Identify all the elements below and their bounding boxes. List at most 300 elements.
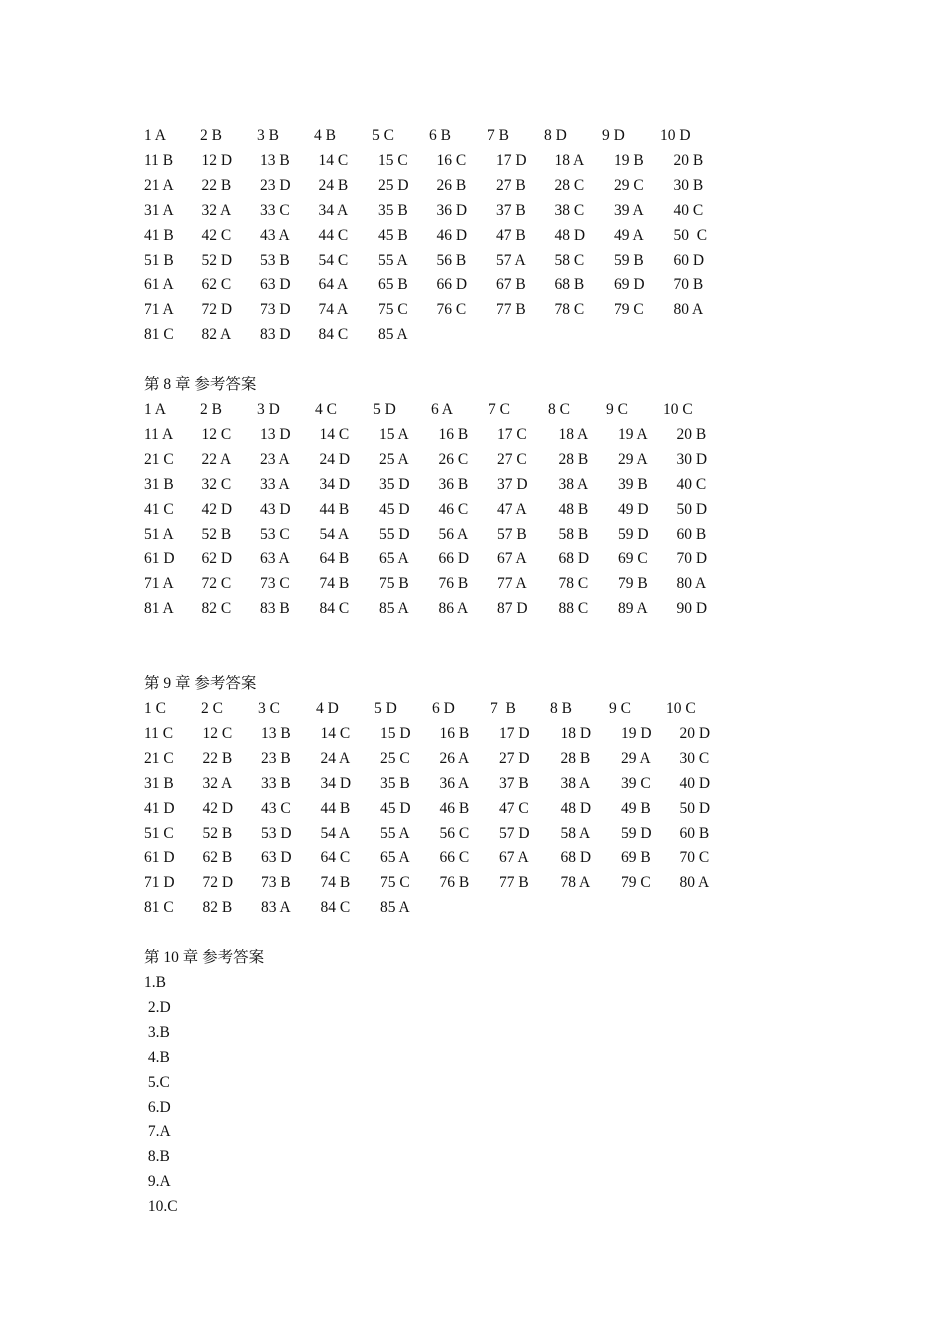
- answer-cell: 39 C: [621, 774, 651, 792]
- answer-cell: 48 D: [560, 799, 592, 817]
- answer-cell: 61 D: [144, 849, 175, 867]
- answer-cell: 54 C: [318, 251, 349, 269]
- answer-cell: 14 C: [319, 425, 350, 443]
- answer-cell: 70 C: [679, 849, 710, 867]
- answer-cell: 65 A: [379, 550, 409, 568]
- answer-cell: 71 D: [144, 874, 175, 892]
- answer-cell: 6 A: [431, 401, 453, 418]
- answer-cell: 17 D: [496, 151, 527, 169]
- answer-cell: 59 B: [614, 251, 644, 269]
- answer-cell: 17 D: [499, 724, 530, 742]
- answer-row: [144, 273, 904, 297]
- answer-cell: 55 D: [379, 525, 410, 543]
- answer-cell: 78 A: [560, 874, 591, 892]
- answer-row: [144, 772, 904, 796]
- answer-cell: 57 B: [497, 525, 527, 543]
- answer-cell: 39 B: [618, 475, 648, 493]
- answer-row: [144, 547, 904, 571]
- answer-cell: 52 B: [202, 824, 233, 842]
- answer-row: [144, 199, 904, 223]
- answer-cell: 84 C: [318, 326, 349, 344]
- answer-row: [144, 473, 904, 497]
- answer-cell: 48 B: [558, 500, 589, 518]
- section-title: 第 9 章 参考答案: [144, 675, 257, 692]
- answer-cell: 49 D: [618, 500, 649, 518]
- answer-cell: 15 A: [379, 425, 409, 443]
- answer-row: [144, 448, 904, 472]
- answer-row: [144, 298, 904, 322]
- answer-row: [144, 398, 904, 422]
- answer-cell: 34 D: [320, 774, 352, 792]
- answer-row: [144, 149, 904, 173]
- answer-cell: 4 D: [316, 700, 339, 717]
- answer-cell: 63 D: [260, 276, 291, 294]
- answer-cell: 3 C: [258, 700, 280, 717]
- answer-cell: 16 C: [436, 151, 467, 169]
- answer-cell: 67 B: [496, 276, 526, 294]
- answer-row: [144, 249, 904, 273]
- answer-cell: 14 C: [320, 724, 351, 742]
- answer-cell: 22 B: [201, 176, 232, 194]
- answer-list-item: 1.B: [144, 974, 166, 991]
- answer-cell: 57 A: [496, 251, 526, 269]
- answer-cell: 13 B: [261, 724, 291, 742]
- answer-cell: 80 A: [679, 874, 710, 892]
- answer-cell: 86 A: [438, 600, 469, 618]
- answer-cell: 79 C: [621, 874, 651, 892]
- answer-cell: 8 C: [548, 401, 570, 418]
- answer-cell: 61 D: [144, 550, 175, 568]
- answer-cell: 20 B: [673, 151, 704, 169]
- answer-cell: 81 A: [144, 600, 174, 618]
- answer-cell: 66 C: [439, 849, 470, 867]
- answer-cell: 35 B: [380, 774, 410, 792]
- answer-cell: 46 C: [438, 500, 469, 518]
- answer-cell: 53 B: [260, 251, 290, 269]
- answer-list-item: 5.C: [144, 1073, 170, 1091]
- answer-cell: 24 B: [318, 176, 349, 194]
- answer-cell: 36 B: [438, 475, 469, 493]
- answer-cell: 8 D: [544, 127, 567, 144]
- answer-cell: 54 A: [320, 824, 351, 842]
- answer-cell: 43 C: [261, 799, 291, 817]
- answer-cell: 66 D: [436, 276, 468, 294]
- answer-cell: 26 B: [436, 176, 467, 194]
- answer-cell: 82 A: [201, 326, 232, 344]
- answer-cell: 4 C: [315, 401, 337, 418]
- answer-cell: 42 D: [202, 799, 234, 817]
- answer-cell: 48 D: [554, 226, 586, 244]
- answer-cell: 28 B: [558, 450, 589, 468]
- answer-cell: 77 A: [497, 575, 527, 593]
- answer-cell: 62 D: [201, 550, 233, 568]
- answer-cell: 40 C: [676, 475, 707, 493]
- answer-cell: 83 D: [260, 326, 291, 344]
- answer-cell: 38 A: [558, 475, 589, 493]
- answer-cell: 82 B: [202, 899, 233, 917]
- answer-cell: 1 A: [144, 401, 166, 418]
- answer-cell: 2 C: [201, 700, 223, 717]
- answer-cell: 75 B: [379, 575, 409, 593]
- answer-cell: 55 A: [378, 251, 408, 269]
- answer-list-item: 10.C: [144, 1198, 178, 1216]
- answer-cell: 58 B: [558, 525, 589, 543]
- answer-cell: 69 D: [614, 276, 645, 294]
- answer-cell: 27 B: [496, 176, 526, 194]
- answer-cell: 51 C: [144, 824, 174, 842]
- answer-cell: 66 D: [438, 550, 470, 568]
- answer-cell: 74 B: [320, 874, 351, 892]
- answer-row: [144, 523, 904, 547]
- answer-cell: 5 D: [374, 700, 397, 717]
- answer-cell: 29 A: [618, 450, 648, 468]
- answer-cell: 32 C: [201, 475, 232, 493]
- answer-list-item: 8.B: [144, 1148, 170, 1166]
- answer-cell: 30 B: [673, 176, 704, 194]
- answer-cell: 76 B: [438, 575, 469, 593]
- answer-cell: 50 D: [676, 500, 708, 518]
- answer-cell: 83 B: [260, 600, 290, 618]
- answer-row: [144, 697, 904, 721]
- answer-cell: 43 D: [260, 500, 291, 518]
- answer-cell: 40 D: [679, 774, 711, 792]
- section-title: 第 8 章 参考答案: [144, 376, 257, 393]
- answer-cell: 71 A: [144, 301, 174, 319]
- answer-cell: 63 A: [260, 550, 290, 568]
- answer-list-item: 6.D: [144, 1098, 171, 1116]
- answer-cell: 12 C: [201, 425, 232, 443]
- answer-cell: 47 B: [496, 226, 526, 244]
- answer-cell: 67 A: [497, 550, 527, 568]
- answer-cell: 25 C: [380, 749, 410, 767]
- answer-cell: 2 B: [200, 127, 222, 144]
- answer-cell: 23 D: [260, 176, 291, 194]
- answer-row: [144, 423, 904, 447]
- answer-cell: 70 B: [673, 276, 704, 294]
- answer-cell: 63 D: [261, 849, 292, 867]
- answer-cell: 29 A: [621, 749, 651, 767]
- answer-cell: 54 A: [319, 525, 350, 543]
- answer-cell: 18 A: [554, 151, 585, 169]
- answer-cell: 6 D: [432, 700, 455, 717]
- answer-cell: 77 B: [499, 874, 529, 892]
- answer-cell: 19 B: [614, 151, 644, 169]
- answer-cell: 58 A: [560, 824, 591, 842]
- answer-cell: 68 D: [560, 849, 592, 867]
- answer-cell: 45 D: [380, 799, 411, 817]
- answer-cell: 90 D: [676, 600, 708, 618]
- answer-cell: 9 C: [606, 401, 628, 418]
- answer-cell: 68 D: [558, 550, 590, 568]
- answer-cell: 60 D: [673, 251, 705, 269]
- answer-cell: 36 A: [439, 774, 470, 792]
- answer-cell: 72 D: [201, 301, 233, 319]
- answer-cell: 25 A: [379, 450, 409, 468]
- answer-cell: 5 C: [372, 127, 394, 144]
- answer-cell: 31 A: [144, 201, 174, 219]
- answer-cell: 67 A: [499, 849, 529, 867]
- answer-cell: 2 B: [200, 401, 222, 418]
- answer-cell: 10 C: [663, 401, 693, 418]
- answer-cell: 12 C: [202, 724, 233, 742]
- answer-cell: 35 D: [379, 475, 410, 493]
- answer-row: [144, 822, 904, 846]
- answer-cell: 72 C: [201, 575, 232, 593]
- answer-cell: 40 C: [673, 201, 704, 219]
- answer-cell: 13 B: [260, 151, 290, 169]
- answer-cell: 11 A: [144, 425, 174, 443]
- answer-cell: 18 A: [558, 425, 589, 443]
- answer-cell: 28 C: [554, 176, 585, 194]
- answer-cell: 37 B: [499, 774, 529, 792]
- answer-list-item: 2.D: [144, 998, 171, 1016]
- answer-cell: 55 A: [380, 824, 410, 842]
- answer-cell: 84 C: [319, 600, 350, 618]
- answer-row: [144, 323, 904, 347]
- answer-cell: 19 A: [618, 425, 648, 443]
- answer-cell: 53 C: [260, 525, 290, 543]
- answer-cell: 11 C: [144, 724, 174, 742]
- answer-list-item: 7.A: [144, 1123, 171, 1141]
- answer-cell: 85 A: [378, 326, 408, 344]
- answer-cell: 7 C: [488, 401, 510, 418]
- answer-cell: 74 B: [319, 575, 350, 593]
- answer-cell: 15 D: [380, 724, 411, 742]
- answer-cell: 25 D: [378, 176, 409, 194]
- answer-cell: 60 B: [679, 824, 710, 842]
- answer-cell: 29 C: [614, 176, 644, 194]
- answer-cell: 68 B: [554, 276, 585, 294]
- answer-cell: 9 C: [609, 700, 631, 717]
- answer-list-item: 3.B: [144, 1023, 170, 1041]
- answer-cell: 19 D: [621, 724, 652, 742]
- answer-cell: 73 B: [261, 874, 291, 892]
- answer-row: [144, 896, 904, 920]
- answer-cell: 88 C: [558, 600, 589, 618]
- answer-cell: 23 A: [260, 450, 290, 468]
- answer-cell: 89 A: [618, 600, 648, 618]
- answer-cell: 50 C: [673, 226, 708, 244]
- answer-cell: 1 C: [144, 700, 166, 717]
- answer-cell: 39 A: [614, 201, 644, 219]
- answer-cell: 64 C: [320, 849, 351, 867]
- answer-cell: 33 C: [260, 201, 290, 219]
- answer-cell: 38 C: [554, 201, 585, 219]
- answer-cell: 41 B: [144, 226, 174, 244]
- answer-cell: 6 B: [429, 127, 451, 144]
- answer-cell: 9 D: [602, 127, 625, 144]
- answer-cell: 78 C: [554, 301, 585, 319]
- answer-cell: 43 A: [260, 226, 290, 244]
- answer-cell: 56 B: [436, 251, 467, 269]
- answer-cell: 83 A: [261, 899, 291, 917]
- answer-row: [144, 846, 904, 870]
- answer-cell: 38 A: [560, 774, 591, 792]
- answer-cell: 10 D: [660, 127, 691, 144]
- answer-cell: 49 A: [614, 226, 644, 244]
- answer-cell: 16 B: [439, 724, 470, 742]
- answer-row: [144, 572, 904, 596]
- answer-cell: 36 D: [436, 201, 468, 219]
- answer-cell: 50 D: [679, 799, 711, 817]
- answer-cell: 84 C: [320, 899, 351, 917]
- answer-cell: 62 C: [201, 276, 232, 294]
- answer-cell: 44 C: [318, 226, 349, 244]
- answer-row: [144, 224, 904, 248]
- answer-cell: 21 C: [144, 749, 174, 767]
- answer-list-item: 9.A: [144, 1173, 171, 1191]
- answer-cell: 3 B: [257, 127, 279, 144]
- answer-cell: 79 C: [614, 301, 644, 319]
- answer-cell: 59 D: [621, 824, 652, 842]
- answer-cell: 56 A: [438, 525, 469, 543]
- answer-cell: 51 B: [144, 251, 174, 269]
- answer-row: [144, 597, 904, 621]
- answer-cell: 64 A: [318, 276, 349, 294]
- answer-cell: 64 B: [319, 550, 350, 568]
- answer-cell: 8 B: [550, 700, 572, 717]
- answer-cell: 56 C: [439, 824, 470, 842]
- answer-cell: 52 B: [201, 525, 232, 543]
- answer-cell: 34 A: [318, 201, 349, 219]
- answer-cell: 42 C: [201, 226, 232, 244]
- answer-cell: 30 C: [679, 749, 710, 767]
- answer-cell: 82 C: [201, 600, 232, 618]
- answer-cell: 46 B: [439, 799, 470, 817]
- answer-cell: 41 C: [144, 500, 174, 518]
- answer-cell: 69 B: [621, 849, 651, 867]
- answer-cell: 16 B: [438, 425, 469, 443]
- answer-cell: 37 D: [497, 475, 528, 493]
- answer-cell: 20 B: [676, 425, 707, 443]
- answer-cell: 65 B: [378, 276, 408, 294]
- answer-cell: 77 B: [496, 301, 526, 319]
- answer-cell: 87 D: [497, 600, 528, 618]
- answer-cell: 46 D: [436, 226, 468, 244]
- answer-cell: 20 D: [679, 724, 711, 742]
- answer-cell: 7 B: [490, 700, 516, 717]
- answer-cell: 69 C: [618, 550, 648, 568]
- answer-row: [144, 174, 904, 198]
- answer-cell: 81 C: [144, 899, 174, 917]
- answer-cell: 33 A: [260, 475, 290, 493]
- answer-cell: 37 B: [496, 201, 526, 219]
- answer-cell: 45 B: [378, 226, 408, 244]
- answer-cell: 21 C: [144, 450, 174, 468]
- answer-list-item: 4.B: [144, 1048, 170, 1066]
- answer-cell: 80 A: [676, 575, 707, 593]
- answer-cell: 35 B: [378, 201, 408, 219]
- answer-cell: 70 D: [676, 550, 708, 568]
- answer-cell: 23 B: [261, 749, 291, 767]
- answer-cell: 60 B: [676, 525, 707, 543]
- answer-cell: 53 D: [261, 824, 292, 842]
- answer-cell: 59 D: [618, 525, 649, 543]
- answer-cell: 15 C: [378, 151, 408, 169]
- answer-cell: 42 D: [201, 500, 233, 518]
- answer-cell: 26 C: [438, 450, 469, 468]
- answer-cell: 73 D: [260, 301, 291, 319]
- answer-row: [144, 871, 904, 895]
- answer-cell: 34 D: [319, 475, 351, 493]
- answer-cell: 18 D: [560, 724, 592, 742]
- answer-cell: 17 C: [497, 425, 527, 443]
- answer-cell: 33 B: [261, 774, 291, 792]
- answer-cell: 28 B: [560, 749, 591, 767]
- answer-cell: 41 D: [144, 799, 175, 817]
- answer-cell: 71 A: [144, 575, 174, 593]
- answer-cell: 4 B: [314, 127, 336, 144]
- section-title: 第 10 章 参考答案: [144, 949, 265, 966]
- answer-cell: 72 D: [202, 874, 234, 892]
- answer-cell: 1 A: [144, 127, 166, 144]
- answer-cell: 81 C: [144, 326, 174, 344]
- answer-cell: 79 B: [618, 575, 648, 593]
- answer-cell: 13 D: [260, 425, 291, 443]
- answer-cell: 78 C: [558, 575, 589, 593]
- answer-cell: 80 A: [673, 301, 704, 319]
- answer-cell: 3 D: [257, 401, 280, 418]
- answer-cell: 47 C: [499, 799, 529, 817]
- answer-cell: 75 C: [378, 301, 408, 319]
- answer-cell: 24 A: [320, 749, 351, 767]
- answer-cell: 76 C: [436, 301, 467, 319]
- answer-cell: 31 B: [144, 774, 174, 792]
- answer-cell: 14 C: [318, 151, 349, 169]
- answer-cell: 74 A: [318, 301, 349, 319]
- answer-cell: 45 D: [379, 500, 410, 518]
- answer-cell: 47 A: [497, 500, 527, 518]
- answer-row: [144, 124, 904, 148]
- answer-row: [144, 722, 904, 746]
- answer-cell: 51 A: [144, 525, 174, 543]
- answer-cell: 52 D: [201, 251, 233, 269]
- answer-cell: 76 B: [439, 874, 470, 892]
- answer-cell: 49 B: [621, 799, 651, 817]
- answer-cell: 22 A: [201, 450, 232, 468]
- answer-cell: 7 B: [487, 127, 509, 144]
- answer-cell: 75 C: [380, 874, 410, 892]
- answer-cell: 61 A: [144, 276, 174, 294]
- answer-cell: 27 D: [499, 749, 530, 767]
- answer-cell: 32 A: [202, 774, 233, 792]
- answer-row: [144, 797, 904, 821]
- answer-cell: 5 D: [373, 401, 396, 418]
- answer-cell: 27 C: [497, 450, 527, 468]
- answer-cell: 73 C: [260, 575, 290, 593]
- answer-cell: 30 D: [676, 450, 708, 468]
- answer-cell: 58 C: [554, 251, 585, 269]
- answer-cell: 10 C: [666, 700, 696, 717]
- answer-cell: 21 A: [144, 176, 174, 194]
- answer-row: [144, 498, 904, 522]
- answer-cell: 57 D: [499, 824, 530, 842]
- answer-cell: 65 A: [380, 849, 410, 867]
- answer-row: [144, 747, 904, 771]
- answer-cell: 31 B: [144, 475, 174, 493]
- answer-cell: 44 B: [319, 500, 350, 518]
- answer-cell: 22 B: [202, 749, 233, 767]
- answer-cell: 62 B: [202, 849, 233, 867]
- answer-cell: 24 D: [319, 450, 351, 468]
- answer-cell: 26 A: [439, 749, 470, 767]
- answer-cell: 85 A: [380, 899, 410, 917]
- answer-cell: 44 B: [320, 799, 351, 817]
- answer-cell: 32 A: [201, 201, 232, 219]
- answer-cell: 11 B: [144, 151, 174, 169]
- answer-cell: 12 D: [201, 151, 233, 169]
- answer-cell: 85 A: [379, 600, 409, 618]
